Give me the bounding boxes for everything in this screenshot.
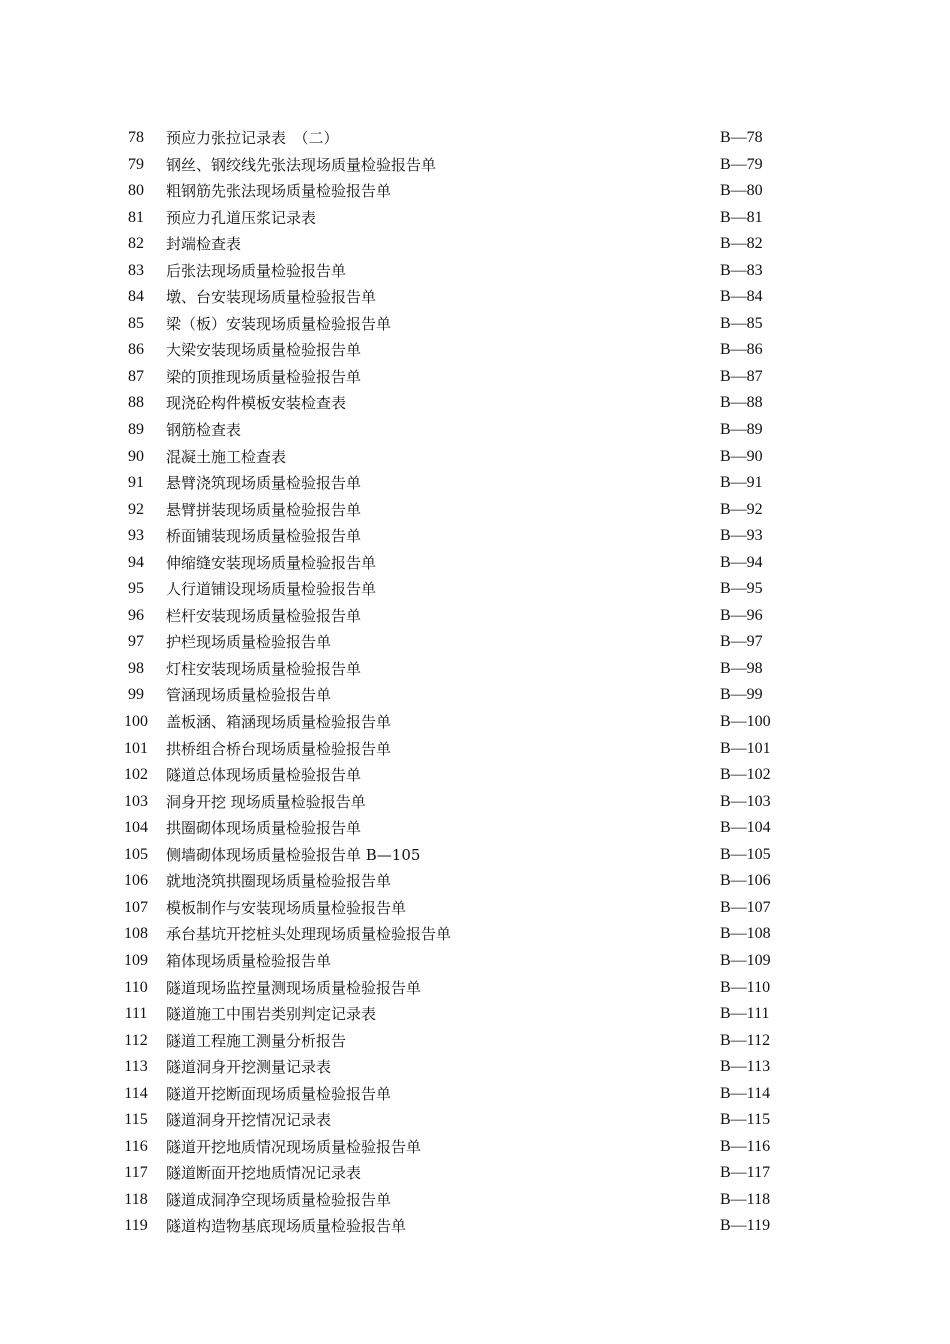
list-item: [0, 205, 950, 232]
item-code: B—84: [720, 288, 763, 306]
list-item: [0, 1107, 950, 1134]
item-title: 侧墙砌体现场质量检验报告单 B—105: [166, 845, 421, 864]
item-title: 隧道洞身开挖测量记录表: [166, 1058, 332, 1077]
item-code: B—109: [720, 951, 771, 969]
list-item: [0, 789, 950, 816]
list-item: [0, 1081, 950, 1108]
list-item: [0, 975, 950, 1002]
item-title: 混凝土施工检查表: [166, 447, 287, 466]
item-number: 95: [128, 580, 144, 598]
item-title: 现浇砼构件模板安装检查表: [166, 394, 347, 413]
item-number: 92: [128, 500, 144, 518]
item-number: 105: [124, 845, 148, 863]
list-item: [0, 470, 950, 497]
item-number: 106: [124, 872, 148, 890]
item-title: 栏杆安装现场质量检验报告单: [166, 606, 362, 625]
item-number: 107: [124, 898, 148, 916]
item-code: B—86: [720, 341, 763, 359]
list-item: [0, 895, 950, 922]
item-number: 88: [128, 394, 144, 412]
item-code: B—107: [720, 898, 771, 916]
item-number: 113: [124, 1058, 148, 1076]
item-number: 103: [124, 792, 148, 810]
item-title: 拱桥组合桥台现场质量检验报告单: [166, 739, 392, 758]
item-title: 封端检查表: [166, 235, 242, 254]
list-item: [0, 1001, 950, 1028]
item-number: 87: [128, 367, 144, 385]
item-title: 隧道构造物基底现场质量检验报告单: [166, 1217, 407, 1236]
list-item: [0, 364, 950, 391]
item-code: B—113: [720, 1058, 771, 1076]
list-item: [0, 682, 950, 709]
item-title: 预应力张拉记录表 （二）: [166, 129, 339, 147]
list-item: [0, 868, 950, 895]
list-item: [0, 284, 950, 311]
item-title: 隧道断面开挖地质情况记录表: [166, 1164, 362, 1183]
item-number: 108: [124, 925, 148, 943]
item-number: 112: [124, 1031, 148, 1049]
list-item: [0, 656, 950, 683]
list-item: [0, 523, 950, 550]
list-item: [0, 152, 950, 179]
item-title: 隧道洞身开挖情况记录表: [166, 1111, 332, 1130]
item-number: 102: [124, 766, 148, 784]
item-code: B—91: [720, 474, 763, 492]
list-item: [0, 337, 950, 364]
list-item: [0, 1187, 950, 1214]
item-code: B—80: [720, 182, 763, 200]
item-code: B—112: [720, 1031, 771, 1049]
item-code: B—88: [720, 394, 763, 412]
item-number: 97: [128, 633, 144, 651]
item-number: 89: [128, 421, 144, 439]
item-code: B—94: [720, 553, 763, 571]
item-code: B—102: [720, 766, 771, 784]
item-title: 预应力孔道压浆记录表: [166, 208, 317, 227]
item-title: 隧道现场监控量测现场质量检验报告单: [166, 978, 422, 997]
list-item: [0, 709, 950, 736]
item-code: B—83: [720, 261, 763, 279]
list-item: [0, 497, 950, 524]
item-title: 悬臂拼装现场质量检验报告单: [166, 500, 362, 519]
item-title: 隧道成洞净空现场质量检验报告单: [166, 1190, 392, 1209]
list-item: [0, 629, 950, 656]
form-index-list: [0, 125, 950, 1240]
item-title: 钢筋检查表: [166, 421, 242, 440]
list-item: [0, 815, 950, 842]
item-code: B—116: [720, 1137, 771, 1155]
item-code: B—82: [720, 235, 763, 253]
item-code: B—103: [720, 792, 771, 810]
item-number: 99: [128, 686, 144, 704]
item-number: 93: [128, 527, 144, 545]
item-number: 110: [124, 978, 148, 996]
item-title: 粗钢筋先张法现场质量检验报告单: [166, 182, 392, 201]
item-code: B—93: [720, 527, 763, 545]
item-code: B—79: [720, 155, 763, 173]
item-number: 78: [128, 129, 144, 146]
item-title: 护栏现场质量检验报告单: [166, 633, 332, 652]
item-number: 82: [128, 235, 144, 253]
list-item: [0, 603, 950, 630]
item-title: 后张法现场质量检验报告单: [166, 261, 347, 280]
item-code: B—111: [720, 1005, 770, 1023]
item-title: 就地浇筑拱圈现场质量检验报告单: [166, 872, 392, 891]
item-code: B—92: [720, 500, 763, 518]
item-title: 灯柱安装现场质量检验报告单: [166, 659, 362, 678]
item-number: 111: [124, 1005, 148, 1023]
list-item: [0, 178, 950, 205]
item-code: B—78: [720, 129, 763, 146]
item-number: 91: [128, 474, 144, 492]
item-code: B—110: [720, 978, 771, 996]
list-item: [0, 231, 950, 258]
item-title: 隧道总体现场质量检验报告单: [166, 766, 362, 785]
list-item: [0, 1134, 950, 1161]
list-item: [0, 1054, 950, 1081]
item-title: 洞身开挖 现场质量检验报告单: [166, 792, 366, 811]
item-code: B—96: [720, 606, 763, 624]
item-code: B—106: [720, 872, 771, 890]
list-item: [0, 1213, 950, 1240]
item-number: 98: [128, 659, 144, 677]
list-item: [0, 311, 950, 338]
item-number: 96: [128, 606, 144, 624]
item-title: 伸缩缝安装现场质量检验报告单: [166, 553, 377, 572]
item-title: 隧道工程施工测量分析报告: [166, 1031, 347, 1050]
item-code: B—101: [720, 739, 771, 757]
item-title: 盖板涵、箱涵现场质量检验报告单: [166, 713, 392, 732]
list-item: [0, 390, 950, 417]
item-title: 悬臂浇筑现场质量检验报告单: [166, 474, 362, 493]
item-title: 模板制作与安装现场质量检验报告单: [166, 898, 407, 917]
list-item: [0, 417, 950, 444]
item-title: 人行道铺设现场质量检验报告单: [166, 580, 377, 599]
list-item: [0, 576, 950, 603]
list-item: [0, 125, 950, 152]
list-item: [0, 444, 950, 471]
item-title: 隧道开挖断面现场质量检验报告单: [166, 1084, 392, 1103]
item-code: B—108: [720, 925, 771, 943]
item-title: 梁（板）安装现场质量检验报告单: [166, 314, 392, 333]
item-number: 109: [124, 951, 148, 969]
item-code: B—105: [720, 845, 771, 863]
item-title: 拱圈砌体现场质量检验报告单: [166, 819, 362, 838]
item-code: B—100: [720, 713, 771, 731]
item-title: 桥面铺装现场质量检验报告单: [166, 527, 362, 546]
item-number: 85: [128, 314, 144, 332]
item-number: 83: [128, 261, 144, 279]
item-code: B—87: [720, 367, 763, 385]
item-title: 大梁安装现场质量检验报告单: [166, 341, 362, 360]
item-number: 86: [128, 341, 144, 359]
item-code: B—114: [720, 1084, 771, 1102]
item-code: B—117: [720, 1164, 771, 1182]
item-number: 119: [124, 1217, 148, 1235]
item-number: 81: [128, 208, 144, 226]
item-number: 79: [128, 155, 144, 173]
list-item: [0, 948, 950, 975]
item-title: 隧道开挖地质情况现场质量检验报告单: [166, 1137, 422, 1156]
item-number: 118: [124, 1190, 148, 1208]
item-code: B—119: [720, 1217, 771, 1235]
item-number: 117: [124, 1164, 148, 1182]
item-title: 管涵现场质量检验报告单: [166, 686, 332, 705]
item-code: B—104: [720, 819, 771, 837]
item-code: B—95: [720, 580, 763, 598]
list-item: [0, 258, 950, 285]
list-item: [0, 762, 950, 789]
item-number: 80: [128, 182, 144, 200]
item-number: 94: [128, 553, 144, 571]
item-code: B—99: [720, 686, 763, 704]
list-item: [0, 1028, 950, 1055]
item-code: B—90: [720, 447, 763, 465]
item-title: 箱体现场质量检验报告单: [166, 951, 332, 970]
item-number: 100: [124, 713, 148, 731]
list-item: [0, 1160, 950, 1187]
item-number: 104: [124, 819, 148, 837]
item-number: 101: [124, 739, 148, 757]
item-title: 承台基坑开挖桩头处理现场质量检验报告单: [166, 925, 452, 944]
item-number: 114: [124, 1084, 148, 1102]
item-number: 116: [124, 1137, 148, 1155]
item-code: B—81: [720, 208, 763, 226]
item-number: 84: [128, 288, 144, 306]
item-code: B—89: [720, 421, 763, 439]
item-number: 115: [124, 1111, 148, 1129]
item-title: 钢丝、钢绞线先张法现场质量检验报告单: [166, 155, 437, 174]
item-code: B—98: [720, 659, 763, 677]
item-code: B—118: [720, 1190, 771, 1208]
item-code: B—85: [720, 314, 763, 332]
item-title: 隧道施工中围岩类别判定记录表: [166, 1005, 377, 1024]
list-item: [0, 921, 950, 948]
item-number: 90: [128, 447, 144, 465]
item-code: B—115: [720, 1111, 771, 1129]
list-item: [0, 842, 950, 869]
item-code: B—97: [720, 633, 763, 651]
list-item: [0, 736, 950, 763]
item-title: 墩、台安装现场质量检验报告单: [166, 288, 377, 307]
item-title: 梁的顶推现场质量检验报告单: [166, 367, 362, 386]
list-item: [0, 550, 950, 577]
